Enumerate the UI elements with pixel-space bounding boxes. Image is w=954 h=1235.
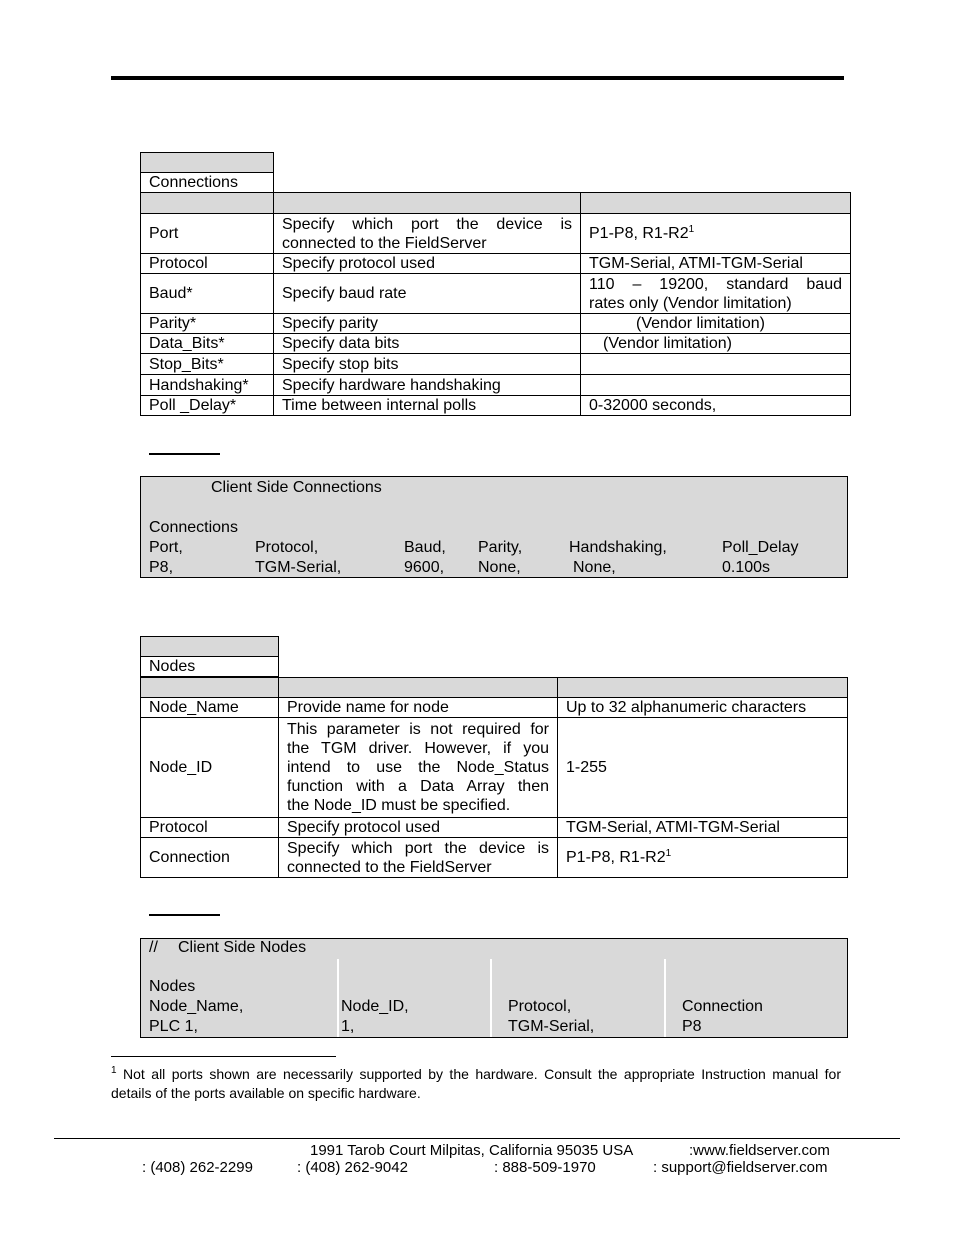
param-value: 1-255 [558,718,848,818]
example-value: P8, [149,559,174,576]
param-name: Baud* [141,274,274,314]
param-desc: Time between internal polls [274,396,581,416]
footnote-text: Not all ports shown are necessarily supported by the hardware. Consult the appropriate Instruction manual for details of the ports available on specific hardware. [111,1066,841,1101]
param-value: Up to 32 alphanumeric characters [558,698,848,718]
section-header-cell [141,153,274,173]
param-desc: This parameter is not required for the TGM driver. However, if you intend to use the Node_Status function with a Data Array then the Node_ID must be specified. [279,718,558,818]
example-header: Handshaking, [569,539,667,556]
param-name: Parity* [141,314,274,334]
param-value [581,375,851,396]
section-name-cell: Connections [141,173,274,193]
table-row [141,838,848,878]
example-value: 0.100s [722,559,771,576]
param-desc: Specify data bits [274,334,581,354]
footer-web: :www.fieldserver.com [689,1142,830,1159]
example-value: P8 [682,1018,702,1035]
param-value: TGM-Serial, ATMI-TGM-Serial [558,818,848,838]
param-desc: Specify stop bits [274,354,581,375]
param-value: 0-32000 seconds, [581,396,851,416]
param-name: Stop_Bits* [141,354,274,375]
section-name-cell: Nodes [141,657,279,677]
example-value: TGM-Serial, [255,559,342,576]
example-heading-underline [149,914,220,916]
param-name: Port [141,214,274,254]
param-value: (Vendor limitation) [581,314,851,334]
param-name: Node_Name [141,698,279,718]
example-header: Port, [149,539,183,556]
param-value: (Vendor limitation) [581,334,851,354]
table-row [141,718,848,818]
table-row [141,354,851,375]
example-header: Protocol, [508,998,572,1015]
param-name: Protocol [141,254,274,274]
nodes-example-box [140,938,848,1038]
footer-address: 1991 Tarob Court Milpitas, California 95035 USA [310,1142,634,1159]
example-value: None, [573,559,616,576]
section-header-cell [141,637,279,657]
table-row [141,274,851,314]
column-separator [664,959,666,1037]
table-row [141,334,851,354]
footnote-separator [111,1056,336,1057]
table-row [141,314,851,334]
param-value: TGM-Serial, ATMI-TGM-Serial [581,254,851,274]
table-row [141,818,848,838]
connections-example-box [140,476,848,578]
param-name: Connection [141,838,279,878]
param-desc: Specify which port the device is connected to the FieldServer [279,838,558,878]
param-desc: Specify hardware handshaking [274,375,581,396]
column-header-cell [279,678,558,698]
footer-phone: : (408) 262-2299 [142,1159,253,1176]
table-row [141,375,851,396]
example-value: 9600, [404,559,445,576]
column-separator [337,959,339,1037]
footer-fax: : (408) 262-9042 [297,1159,408,1176]
footnote [111,1065,841,1103]
nodes-section-table [140,636,279,677]
example-value: 1, [341,1018,355,1035]
column-header-cell [141,678,279,698]
connections-parameter-table [140,192,851,416]
example-header: Connection [682,998,763,1015]
example-header: Protocol, [255,539,319,556]
table-row [141,396,851,416]
nodes-parameter-table [140,677,848,878]
param-name: Data_Bits* [141,334,274,354]
example-comment-prefix: // [149,939,158,956]
param-value: P1-P8, $R1-R2^1$ [581,214,851,254]
example-comment: Client Side Nodes [178,939,307,956]
column-header-cell [274,193,581,214]
table-row [141,698,848,718]
table-row [141,254,851,274]
param-desc: Specify which port the device is connected to the FieldServer [274,214,581,254]
example-comment: Client Side Connections [211,479,382,496]
footer-toll-free: : 888-509-1970 [494,1159,596,1176]
param-value: 110 – 19200, standard baud rates only (Vendor limitation) [581,274,851,314]
param-name: Node_ID [141,718,279,818]
column-header-cell [581,193,851,214]
table-row [141,214,851,254]
column-header-cell [558,678,848,698]
example-section: Connections [149,519,238,536]
example-header: Baud, [404,539,446,556]
footer-rule [54,1138,900,1139]
example-heading-underline [149,453,220,455]
example-header: Node_Name, [149,998,244,1015]
example-header: Node_ID, [341,998,409,1015]
param-value [581,354,851,375]
param-desc: Specify protocol used [274,254,581,274]
param-desc: Specify parity [274,314,581,334]
param-desc: Specify protocol used [279,818,558,838]
param-value: P1-P8, $R1-R2^1$ [558,838,848,878]
example-header: Parity, [478,539,523,556]
connections-section-table [140,152,274,193]
param-name: Protocol [141,818,279,838]
example-value: PLC 1, [149,1018,198,1035]
param-name: Handshaking* [141,375,274,396]
param-desc: Specify baud rate [274,274,581,314]
footnote-mark: 1 [111,1065,117,1076]
example-section: Nodes [149,978,196,995]
example-value: None, [478,559,521,576]
header-rule [111,76,844,80]
column-header-cell [141,193,274,214]
example-value: TGM-Serial, [508,1018,595,1035]
footer-email: : support@fieldserver.com [653,1159,828,1176]
param-desc: Provide name for node [279,698,558,718]
param-name: Poll _Delay* [141,396,274,416]
example-header: Poll_Delay [722,539,799,556]
column-separator [490,959,492,1037]
